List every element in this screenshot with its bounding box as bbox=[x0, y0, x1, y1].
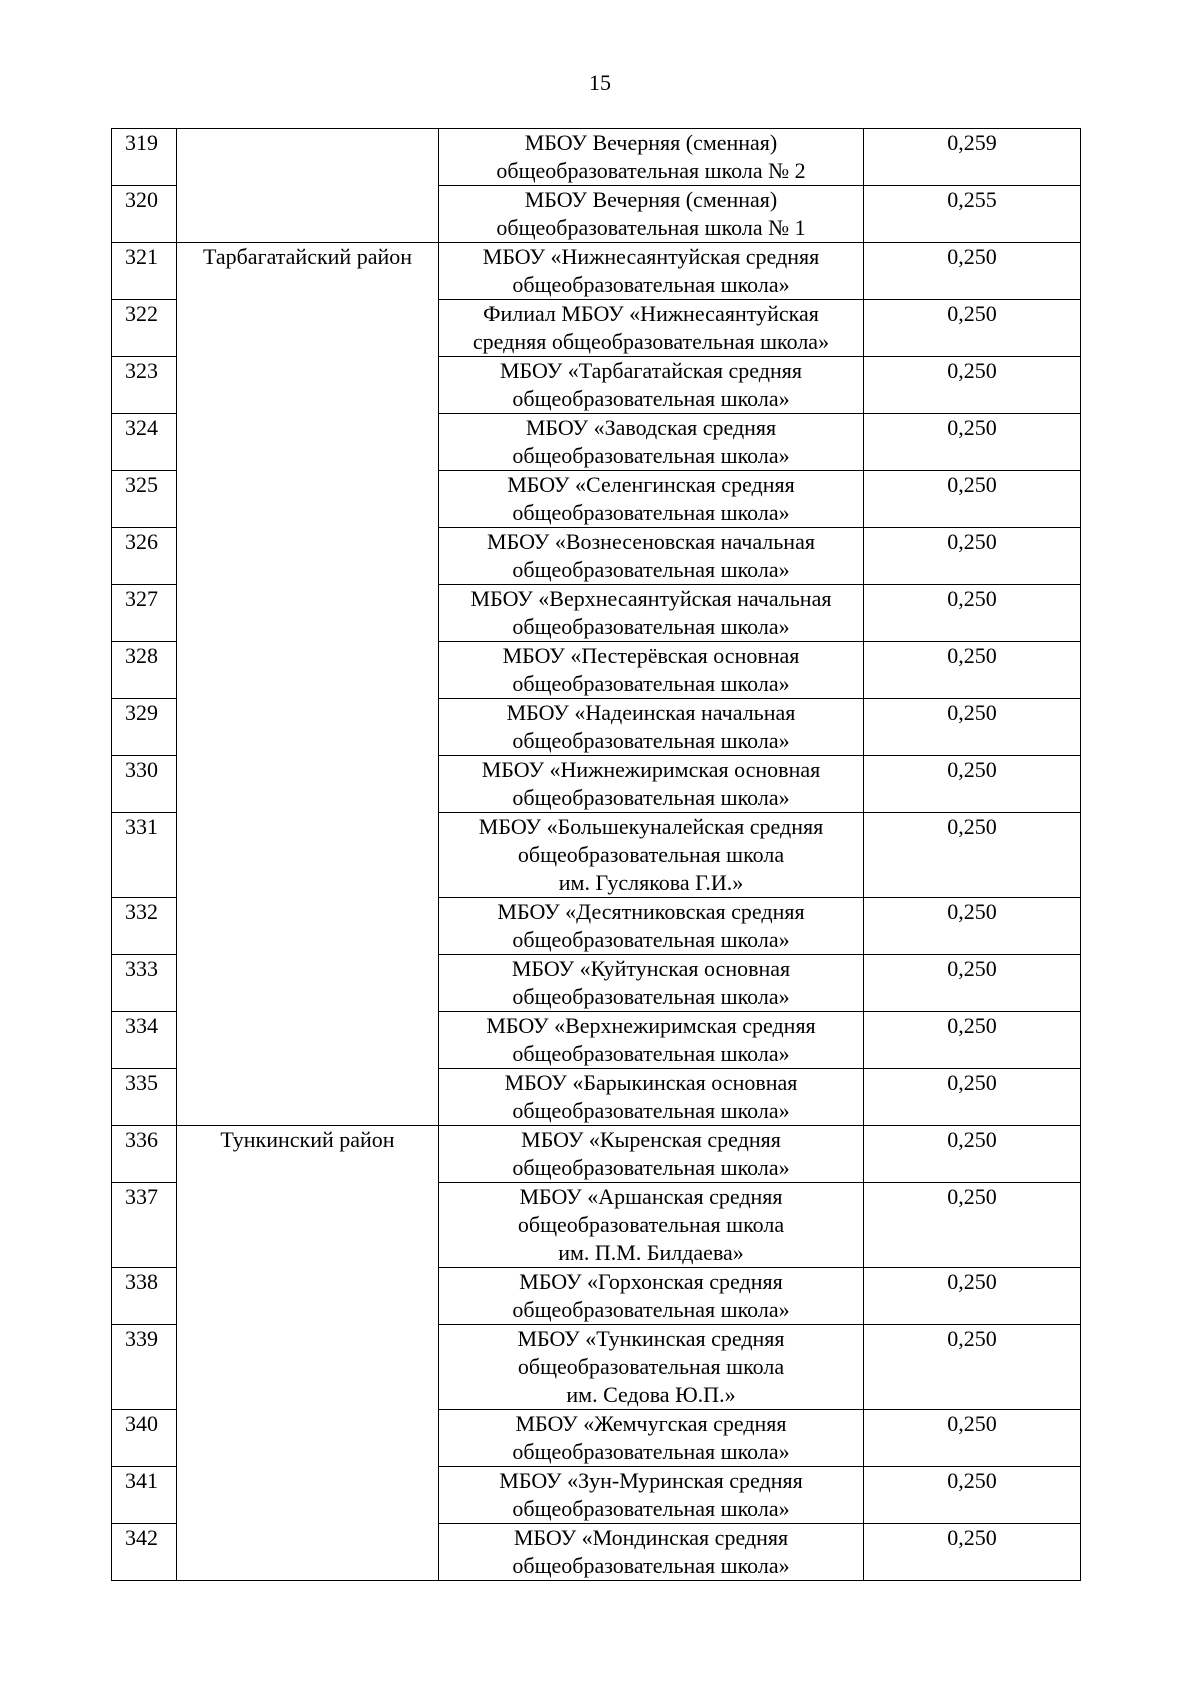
row-number-cell: 336 bbox=[112, 1126, 177, 1183]
coefficient-cell: 0,250 bbox=[864, 1467, 1081, 1524]
school-name-cell bbox=[439, 1467, 864, 1524]
school-name-cell bbox=[439, 1069, 864, 1126]
coefficient-cell: 0,250 bbox=[864, 813, 1081, 898]
row-number-cell: 329 bbox=[112, 699, 177, 756]
row-number-cell: 327 bbox=[112, 585, 177, 642]
school-name-cell bbox=[439, 955, 864, 1012]
school-name-line: общеобразовательная школа bbox=[517, 1354, 785, 1379]
school-name-line: Филиал МБОУ «Нижнесаянтуйская bbox=[483, 301, 819, 326]
school-name-cell bbox=[439, 756, 864, 813]
school-name-cell bbox=[439, 1268, 864, 1325]
row-number-cell: 332 bbox=[112, 898, 177, 955]
school-name-cell bbox=[439, 1524, 864, 1581]
school-name-line: МБОУ «Вознесеновская начальная bbox=[487, 529, 815, 554]
coefficient-cell: 0,250 bbox=[864, 1325, 1081, 1410]
school-name-cell bbox=[439, 1325, 864, 1410]
school-name-line: общеобразовательная школа» bbox=[512, 984, 790, 1009]
coefficient-cell: 0,250 bbox=[864, 1183, 1081, 1268]
school-name-cell bbox=[439, 300, 864, 357]
coefficient-cell: 0,250 bbox=[864, 898, 1081, 955]
coefficient-cell: 0,250 bbox=[864, 1069, 1081, 1126]
school-name-line: им. Седова Ю.П.» bbox=[566, 1382, 736, 1407]
row-number-cell: 324 bbox=[112, 414, 177, 471]
coefficient-cell: 0,250 bbox=[864, 585, 1081, 642]
coefficient-cell: 0,250 bbox=[864, 1524, 1081, 1581]
school-name-line: МБОУ «Надеинская начальная bbox=[506, 700, 796, 725]
school-name-line: МБОУ «Мондинская средняя bbox=[513, 1525, 789, 1550]
school-name-line: общеобразовательная школа» bbox=[512, 1553, 790, 1578]
school-name-line: общеобразовательная школа» bbox=[512, 557, 790, 582]
row-number-cell: 339 bbox=[112, 1325, 177, 1410]
coefficient-cell: 0,250 bbox=[864, 528, 1081, 585]
table-body bbox=[112, 129, 1081, 1581]
row-number-cell: 338 bbox=[112, 1268, 177, 1325]
coefficient-cell: 0,250 bbox=[864, 1126, 1081, 1183]
school-name-line: общеобразовательная школа» bbox=[512, 1297, 790, 1322]
school-name-cell bbox=[439, 414, 864, 471]
school-name-cell bbox=[439, 1126, 864, 1183]
allocation-table bbox=[111, 128, 1081, 1581]
school-name-line: МБОУ Вечерняя (сменная) bbox=[524, 130, 778, 155]
school-name-line: им. П.М. Билдаева» bbox=[558, 1240, 744, 1265]
school-name-line: общеобразовательная школа» bbox=[512, 671, 790, 696]
coefficient-cell: 0,250 bbox=[864, 357, 1081, 414]
district-cell: Тункинский район bbox=[177, 1126, 439, 1581]
row-number-cell: 334 bbox=[112, 1012, 177, 1069]
coefficient-cell: 0,250 bbox=[864, 1410, 1081, 1467]
table-row bbox=[112, 1126, 1081, 1183]
coefficient-cell: 0,250 bbox=[864, 300, 1081, 357]
coefficient-cell: 0,250 bbox=[864, 699, 1081, 756]
row-number-cell: 341 bbox=[112, 1467, 177, 1524]
school-name-line: МБОУ «Зун-Муринская средняя bbox=[499, 1468, 803, 1493]
school-name-line: МБОУ «Селенгинская средняя bbox=[507, 472, 795, 497]
school-name-line: им. Гуслякова Г.И.» bbox=[558, 870, 744, 895]
school-name-line: МБОУ «Верхнесаянтуйская начальная bbox=[470, 586, 832, 611]
school-name-line: общеобразовательная школа» bbox=[512, 443, 790, 468]
school-name-line: общеобразовательная школа» bbox=[512, 785, 790, 810]
school-name-line: общеобразовательная школа bbox=[517, 1212, 785, 1237]
school-name-cell bbox=[439, 1012, 864, 1069]
coefficient-cell: 0,255 bbox=[864, 186, 1081, 243]
row-number-cell: 321 bbox=[112, 243, 177, 300]
school-name-line: МБОУ «Верхнежиримская средняя bbox=[486, 1013, 816, 1038]
coefficient-cell: 0,250 bbox=[864, 1268, 1081, 1325]
school-name-line: МБОУ «Тарбагатайская средняя bbox=[500, 358, 802, 383]
row-number-cell: 323 bbox=[112, 357, 177, 414]
school-name-line: МБОУ Вечерняя (сменная) bbox=[524, 187, 778, 212]
coefficient-cell: 0,250 bbox=[864, 471, 1081, 528]
school-name-line: общеобразовательная школа» bbox=[512, 272, 790, 297]
coefficient-cell: 0,250 bbox=[864, 1012, 1081, 1069]
school-name-line: МБОУ «Нижнежиримская основная bbox=[481, 757, 821, 782]
school-name-cell bbox=[439, 642, 864, 699]
table-row bbox=[112, 129, 1081, 186]
row-number-cell: 319 bbox=[112, 129, 177, 186]
row-number-cell: 333 bbox=[112, 955, 177, 1012]
school-name-line: средняя общеобразовательная школа» bbox=[472, 329, 830, 354]
district-cell bbox=[177, 129, 439, 243]
school-name-line: МБОУ «Пестерёвская основная bbox=[502, 643, 800, 668]
school-name-cell bbox=[439, 471, 864, 528]
school-name-line: общеобразовательная школа» bbox=[512, 1098, 790, 1123]
school-name-line: МБОУ «Аршанская средняя bbox=[519, 1184, 783, 1209]
school-name-cell bbox=[439, 129, 864, 186]
school-name-cell bbox=[439, 528, 864, 585]
coefficient-cell: 0,250 bbox=[864, 414, 1081, 471]
school-name-cell bbox=[439, 1183, 864, 1268]
row-number-cell: 342 bbox=[112, 1524, 177, 1581]
row-number-cell: 331 bbox=[112, 813, 177, 898]
school-name-cell bbox=[439, 898, 864, 955]
row-number-cell: 335 bbox=[112, 1069, 177, 1126]
school-name-line: МБОУ «Кыренская средняя bbox=[521, 1127, 781, 1152]
school-name-line: общеобразовательная школа» bbox=[512, 386, 790, 411]
school-name-line: общеобразовательная школа bbox=[517, 842, 785, 867]
school-name-line: общеобразовательная школа» bbox=[512, 614, 790, 639]
school-name-line: общеобразовательная школа» bbox=[512, 1155, 790, 1180]
school-name-line: МБОУ «Барыкинская основная bbox=[504, 1070, 798, 1095]
school-name-cell bbox=[439, 357, 864, 414]
coefficient-cell: 0,250 bbox=[864, 642, 1081, 699]
table-row bbox=[112, 243, 1081, 300]
school-name-line: МБОУ «Большекуналейская средняя bbox=[478, 814, 824, 839]
row-number-cell: 320 bbox=[112, 186, 177, 243]
coefficient-cell: 0,250 bbox=[864, 955, 1081, 1012]
school-name-cell bbox=[439, 585, 864, 642]
page-number: 15 bbox=[589, 70, 611, 95]
row-number-cell: 330 bbox=[112, 756, 177, 813]
coefficient-cell: 0,250 bbox=[864, 756, 1081, 813]
school-name-line: общеобразовательная школа № 1 bbox=[496, 215, 806, 240]
school-name-line: МБОУ «Тункинская средняя bbox=[517, 1326, 785, 1351]
row-number-cell: 337 bbox=[112, 1183, 177, 1268]
school-name-cell bbox=[439, 186, 864, 243]
school-name-line: МБОУ «Жемчугская средняя bbox=[515, 1411, 787, 1436]
school-name-cell bbox=[439, 699, 864, 756]
school-name-cell bbox=[439, 1410, 864, 1467]
school-name-line: общеобразовательная школа» bbox=[512, 500, 790, 525]
school-name-line: МБОУ «Горхонская средняя bbox=[519, 1269, 783, 1294]
school-name-line: общеобразовательная школа» bbox=[512, 1496, 790, 1521]
school-name-line: МБОУ «Заводская средняя bbox=[525, 415, 777, 440]
school-name-line: МБОУ «Куйтунская основная bbox=[511, 956, 791, 981]
school-name-cell bbox=[439, 813, 864, 898]
school-name-line: общеобразовательная школа» bbox=[512, 728, 790, 753]
district-cell: Тарбагатайский район bbox=[177, 243, 439, 1126]
coefficient-cell: 0,259 bbox=[864, 129, 1081, 186]
school-name-line: общеобразовательная школа № 2 bbox=[496, 158, 806, 183]
school-name-cell bbox=[439, 243, 864, 300]
row-number-cell: 328 bbox=[112, 642, 177, 699]
row-number-cell: 322 bbox=[112, 300, 177, 357]
school-name-line: общеобразовательная школа» bbox=[512, 927, 790, 952]
school-name-line: общеобразовательная школа» bbox=[512, 1041, 790, 1066]
row-number-cell: 340 bbox=[112, 1410, 177, 1467]
school-name-line: МБОУ «Десятниковская средняя bbox=[497, 899, 805, 924]
school-name-line: общеобразовательная школа» bbox=[512, 1439, 790, 1464]
school-name-line: МБОУ «Нижнесаянтуйская средняя bbox=[482, 244, 820, 269]
coefficient-cell: 0,250 bbox=[864, 243, 1081, 300]
row-number-cell: 325 bbox=[112, 471, 177, 528]
row-number-cell: 326 bbox=[112, 528, 177, 585]
